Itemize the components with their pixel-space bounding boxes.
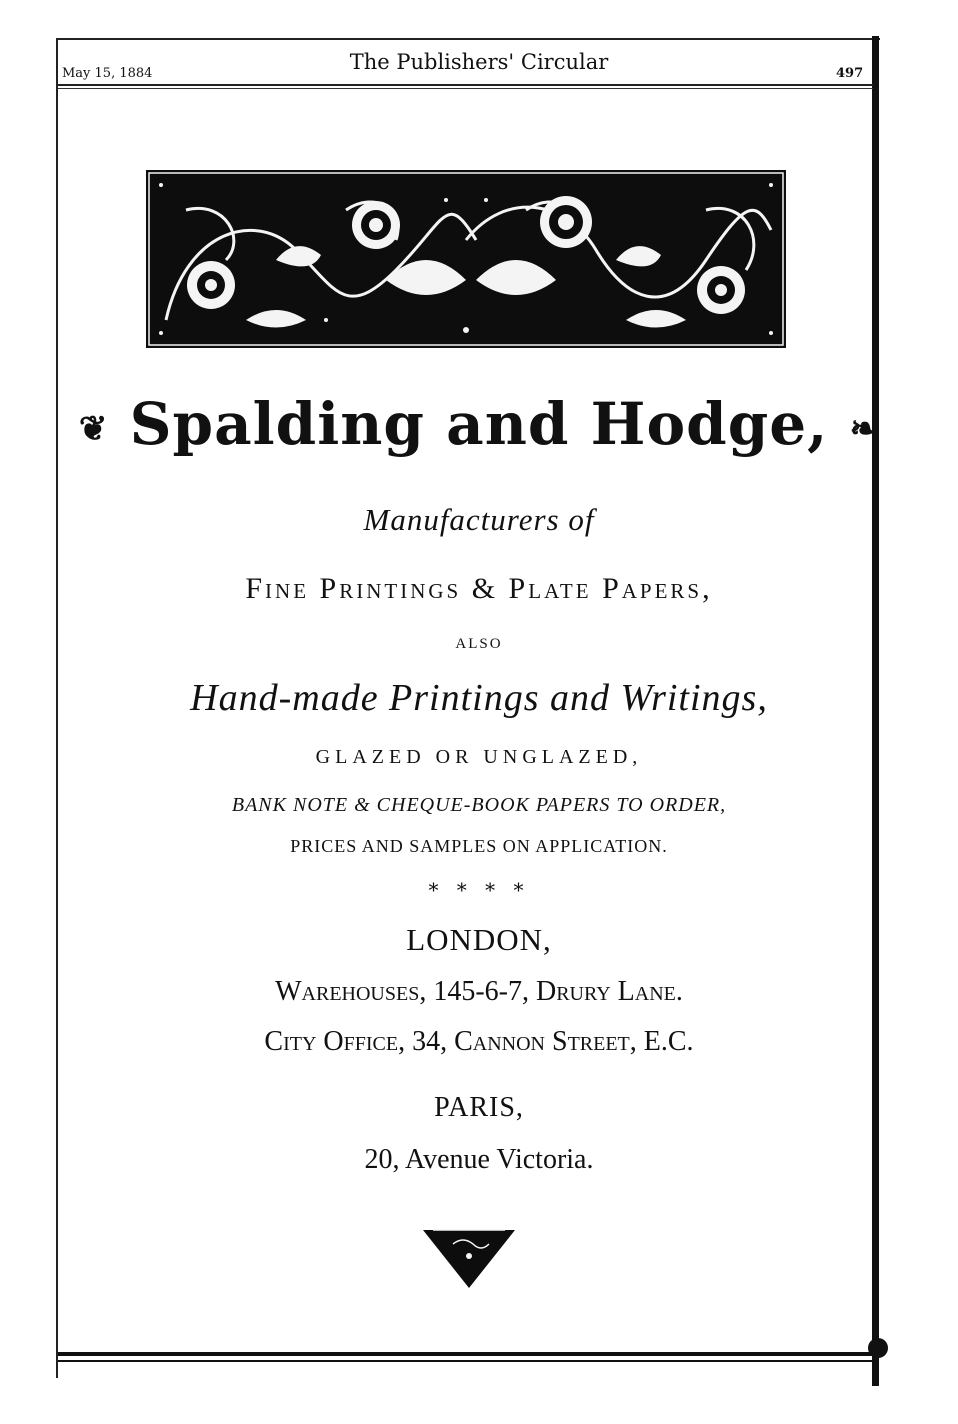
- frame-top-rule: [58, 38, 880, 40]
- header-page-number: 497: [836, 66, 864, 81]
- corner-ornament: [868, 1338, 888, 1358]
- paris-address: 20, Avenue Victoria.: [364, 1144, 594, 1175]
- glazed-line: GLAZED OR UNGLAZED,: [315, 746, 643, 768]
- firm-name-text: Spalding and Hodge,: [129, 390, 829, 458]
- manufacturers-of: Manufacturers of: [363, 502, 595, 537]
- frame-bottom-rule: [58, 1352, 878, 1356]
- city-office-address: City Office, 34, Cannon Street, E.C.: [264, 1026, 694, 1057]
- bank-note-line: BANK NOTE & CHEQUE-BOOK PAPERS TO ORDER,: [231, 794, 727, 816]
- triangle-tailpiece-icon: [423, 1226, 515, 1290]
- hand-made-papers: Hand-made Printings and Writings,: [190, 677, 768, 719]
- header-rule: [58, 84, 873, 86]
- decorative-headpiece-icon: [146, 170, 786, 348]
- firm-name: [0, 390, 958, 458]
- header-title: The Publishers' Circular: [349, 50, 609, 74]
- london-heading: LONDON,: [406, 922, 552, 957]
- also-label: ALSO: [455, 636, 503, 652]
- paris-heading: PARIS,: [434, 1092, 524, 1123]
- header-rule-thin: [58, 88, 873, 89]
- fleuron-right-icon: ❧: [849, 409, 880, 449]
- frame-bottom-rule-thin: [58, 1360, 878, 1362]
- fine-papers: Fine Printings & Plate Papers,: [245, 572, 713, 605]
- header-date: May 15, 1884: [62, 66, 153, 81]
- asterism: * * * *: [428, 878, 530, 902]
- warehouses-address: Warehouses, 145-6-7, Drury Lane.: [275, 976, 683, 1007]
- fleuron-left-icon: ❦: [78, 409, 109, 449]
- prices-line: PRICES AND SAMPLES ON APPLICATION.: [290, 836, 668, 856]
